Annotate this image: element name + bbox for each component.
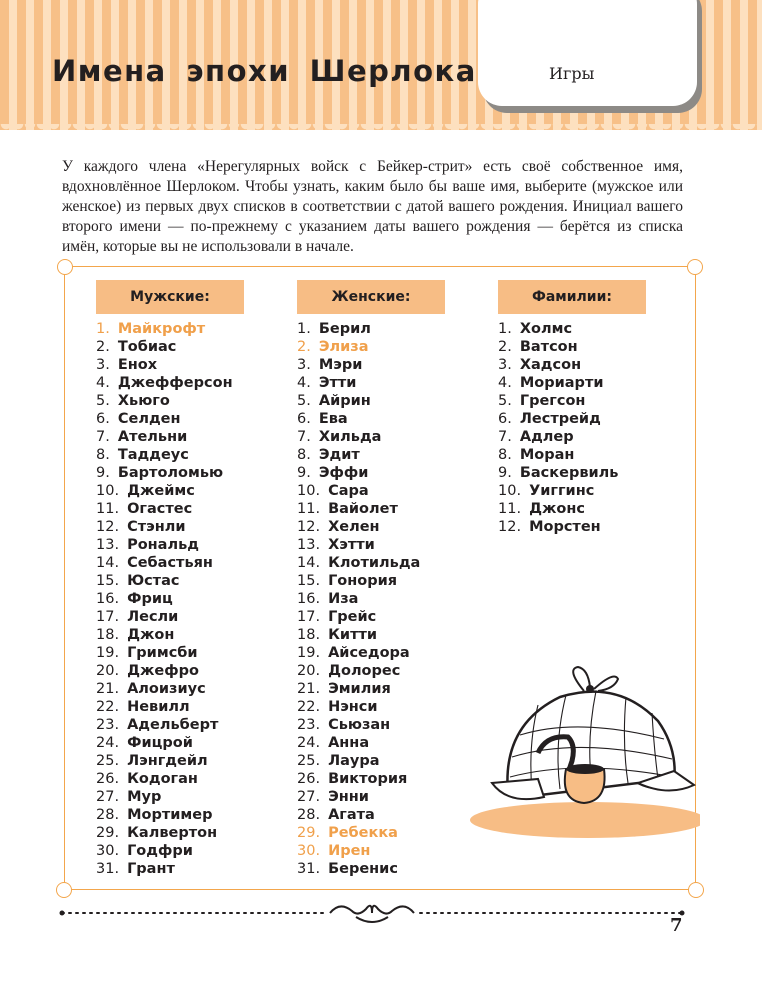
list-item [96,806,233,824]
list-item [297,518,420,536]
list-item-name: Ребекка [328,825,398,841]
list-item-name: Агата [328,807,375,823]
list-item [297,572,420,590]
list-item-number: 9. [498,465,512,481]
list-item-name: Мэри [318,357,363,373]
list-item-name: Тобиас [117,339,177,355]
list-item-name: Китти [328,627,378,643]
list-item-number: 15. [297,573,321,589]
list-item-number: 31. [297,861,321,877]
list-item-number: 2. [96,339,110,355]
list-item-name: Бартоломью [117,465,224,481]
list-item-number: 29. [96,825,120,841]
list-item-name: Анна [328,735,370,751]
list-item-number: 7. [297,429,311,445]
list-item-name: Джеймс [127,483,195,499]
list-item [498,464,618,482]
list-item-number: 30. [297,843,321,859]
list-item-number: 3. [297,357,311,373]
list-item [498,518,618,536]
list-item-name: Лэнгдейл [127,753,208,769]
list-item [498,320,618,338]
list-item-name: Гонория [328,573,398,589]
list-item-number: 11. [498,501,522,517]
list-item-name: Джон [127,627,175,643]
list-item [297,608,420,626]
list-item-number: 5. [498,393,512,409]
list-item-number: 5. [96,393,110,409]
list-item-name: Эффи [318,465,369,481]
list-item-name: Долорес [328,663,401,679]
list-item-number: 13. [96,537,120,553]
list-item [297,734,420,752]
list-item-name: Вайолет [328,501,398,517]
list-item-name: Калвертон [127,825,218,841]
list-item-number: 8. [297,447,311,463]
list-item-number: 10. [498,483,522,499]
male-names-list [96,320,233,878]
list-item-name: Лестрейд [519,411,601,427]
list-item [96,554,233,572]
list-item-name: Лесли [127,609,179,625]
list-item-name: Мортимер [127,807,213,823]
list-item-number: 29. [297,825,321,841]
list-item-number: 21. [297,681,321,697]
list-item [297,554,420,572]
list-item [96,788,233,806]
list-item-number: 7. [498,429,512,445]
list-item [297,374,420,392]
list-item [297,752,420,770]
list-item [498,410,618,428]
list-item [96,662,233,680]
list-item [297,788,420,806]
list-item [96,734,233,752]
list-item-number: 8. [498,447,512,463]
list-item-name: Уиггинс [529,483,595,499]
surnames-header: Фамилии: [498,280,646,314]
list-item [498,446,618,464]
list-item [297,716,420,734]
list-item-number: 14. [96,555,120,571]
list-item [96,482,233,500]
list-item [96,824,233,842]
list-item [498,338,618,356]
section-tag-card [478,0,697,106]
list-item-number: 1. [96,321,110,337]
list-item-number: 3. [498,357,512,373]
deerstalker-hat-pipe-icon [468,665,700,845]
list-item [297,338,420,356]
list-item-name: Виктория [328,771,408,787]
list-item-number: 28. [96,807,120,823]
list-item-name: Энни [328,789,369,805]
list-item-name: Эдит [318,447,360,463]
list-item-number: 2. [498,339,512,355]
list-item-number: 14. [297,555,321,571]
list-item-name: Селден [117,411,181,427]
list-item [96,698,233,716]
list-item [297,860,420,878]
list-item [96,392,233,410]
list-item-number: 11. [96,501,120,517]
list-item [297,446,420,464]
list-item-name: Адельберт [127,717,219,733]
list-item-number: 10. [297,483,321,499]
list-item [96,518,233,536]
list-item-number: 6. [498,411,512,427]
list-item-name: Хелен [328,519,380,535]
list-item [297,662,420,680]
list-item-name: Морстен [529,519,601,535]
list-item-number: 31. [96,861,120,877]
list-item [297,356,420,374]
list-item-name: Нэнси [328,699,378,715]
panel-corner-ornament [688,882,704,898]
panel-corner-ornament [56,882,72,898]
list-item-number: 26. [297,771,321,787]
list-item [96,428,233,446]
list-item-number: 6. [297,411,311,427]
list-item-name: Майкрофт [117,321,206,337]
list-item-name: Хэтти [328,537,375,553]
list-item-number: 16. [96,591,120,607]
list-item-number: 1. [297,321,311,337]
list-item-number: 17. [96,609,120,625]
list-item [297,626,420,644]
list-item-name: Гримсби [127,645,198,661]
list-item-name: Этти [318,375,357,391]
list-item [96,770,233,788]
list-item-name: Ирен [328,843,371,859]
list-item [297,590,420,608]
list-item-number: 25. [297,753,321,769]
list-item-number: 12. [498,519,522,535]
list-item [498,374,618,392]
list-item-name: Сьюзан [328,717,391,733]
list-item [297,824,420,842]
list-item-name: Грант [127,861,175,877]
surnames-list [498,320,618,536]
list-item-name: Стэнли [127,519,186,535]
list-item-number: 12. [96,519,120,535]
list-item-number: 17. [297,609,321,625]
list-item [297,464,420,482]
list-item-name: Мориарти [519,375,604,391]
list-item-number: 15. [96,573,120,589]
list-item-name: Джефро [127,663,199,679]
list-item [498,482,618,500]
list-item-number: 8. [96,447,110,463]
list-item [96,536,233,554]
list-item-number: 16. [297,591,321,607]
list-item [96,608,233,626]
list-item [96,752,233,770]
list-item-number: 19. [297,645,321,661]
list-item-name: Беренис [328,861,398,877]
list-item-number: 13. [297,537,321,553]
list-item-number: 10. [96,483,120,499]
list-item [96,644,233,662]
decorative-divider [56,897,688,929]
list-item-name: Хадсон [519,357,582,373]
list-item-name: Мур [127,789,162,805]
list-item [498,500,618,518]
list-item-number: 9. [96,465,110,481]
list-item [96,716,233,734]
list-item [96,338,233,356]
list-item [498,428,618,446]
list-item-number: 21. [96,681,120,697]
list-item-name: Невилл [127,699,190,715]
female-names-list [297,320,420,878]
list-item-number: 12. [297,519,321,535]
list-item [297,842,420,860]
list-item [96,356,233,374]
list-item-number: 26. [96,771,120,787]
list-item-name: Годфри [127,843,193,859]
list-item [297,698,420,716]
list-item [297,770,420,788]
list-item-name: Себастьян [127,555,213,571]
list-item-number: 3. [96,357,110,373]
list-item-name: Енох [117,357,158,373]
list-item-number: 24. [297,735,321,751]
list-item [297,410,420,428]
page-title: Имена эпохи Шерлока [52,54,477,88]
list-item-number: 9. [297,465,311,481]
list-item-number: 27. [297,789,321,805]
list-item [297,536,420,554]
list-item-number: 25. [96,753,120,769]
list-item-name: Грегсон [519,393,586,409]
list-item-number: 20. [96,663,120,679]
list-item-name: Моран [519,447,575,463]
list-item [498,392,618,410]
list-item [297,320,420,338]
list-item-number: 19. [96,645,120,661]
list-item-name: Фицрой [127,735,193,751]
list-item-number: 11. [297,501,321,517]
list-item-number: 28. [297,807,321,823]
list-item [297,392,420,410]
list-item-name: Адлер [519,429,574,445]
list-item-name: Айседора [328,645,410,661]
list-item-number: 4. [96,375,110,391]
list-item-number: 2. [297,339,311,355]
list-item [96,320,233,338]
list-item-number: 4. [297,375,311,391]
list-item-name: Иза [328,591,359,607]
list-item [297,644,420,662]
list-item [96,374,233,392]
list-item-number: 5. [297,393,311,409]
list-item [96,626,233,644]
list-item [297,500,420,518]
list-item [96,500,233,518]
list-item [498,356,618,374]
list-item-name: Эмилия [328,681,391,697]
list-item-name: Ева [318,411,348,427]
list-item-number: 23. [297,717,321,733]
list-item-name: Рональд [127,537,199,553]
list-item [96,860,233,878]
list-item-number: 20. [297,663,321,679]
list-item-name: Кодоган [127,771,198,787]
list-item [96,590,233,608]
list-item-name: Юстас [127,573,180,589]
list-item-name: Джефферсон [117,375,233,391]
list-item-name: Алоизиус [127,681,206,697]
list-item [297,428,420,446]
list-item-number: 22. [96,699,120,715]
list-item-name: Баскервиль [519,465,619,481]
section-tag-label: Игры [549,64,595,83]
female-names-header: Женские: [297,280,445,314]
list-item [96,842,233,860]
list-item-name: Грейс [328,609,377,625]
list-item-name: Ательни [117,429,188,445]
list-item [96,464,233,482]
list-item-number: 4. [498,375,512,391]
page-number: 7 [670,915,683,936]
list-item-name: Фриц [127,591,173,607]
list-item-name: Ватсон [519,339,578,355]
list-item-number: 30. [96,843,120,859]
list-item [96,680,233,698]
male-names-header: Мужские: [96,280,244,314]
list-item-name: Таддеус [117,447,189,463]
list-item [96,410,233,428]
intro-paragraph: У каждого члена «Нерегулярных войск с Бейкер-стрит» есть своё собственное имя, вдохновлённое Шерлоком. Чтобы узнать, каким было бы ваше имя, выберите (мужское или женское) из первых двух списков в соответствии с датой вашего рождения. Инициал вашего второго имени — по-прежнему с указанием даты вашего рождения — берётся из списка имён, которые вы не использовали в начале. [62,158,683,255]
list-item [297,680,420,698]
list-item [96,446,233,464]
list-item [297,806,420,824]
list-item-name: Джонс [529,501,585,517]
list-item-number: 7. [96,429,110,445]
list-item-name: Элиза [318,339,369,355]
list-item-name: Берил [318,321,371,337]
list-item-name: Сара [328,483,369,499]
list-item-number: 22. [297,699,321,715]
list-item-name: Холмс [519,321,573,337]
list-item [96,572,233,590]
list-item-name: Айрин [318,393,371,409]
list-item-number: 23. [96,717,120,733]
list-item-name: Хьюго [117,393,170,409]
list-item-name: Лаура [328,753,380,769]
list-item [297,482,420,500]
list-item-number: 1. [498,321,512,337]
list-item-number: 18. [297,627,321,643]
list-item-number: 24. [96,735,120,751]
list-item-name: Огастес [127,501,193,517]
list-item-name: Хильда [318,429,382,445]
list-item-number: 6. [96,411,110,427]
list-item-name: Клотильда [328,555,421,571]
list-item-number: 27. [96,789,120,805]
list-item-number: 18. [96,627,120,643]
